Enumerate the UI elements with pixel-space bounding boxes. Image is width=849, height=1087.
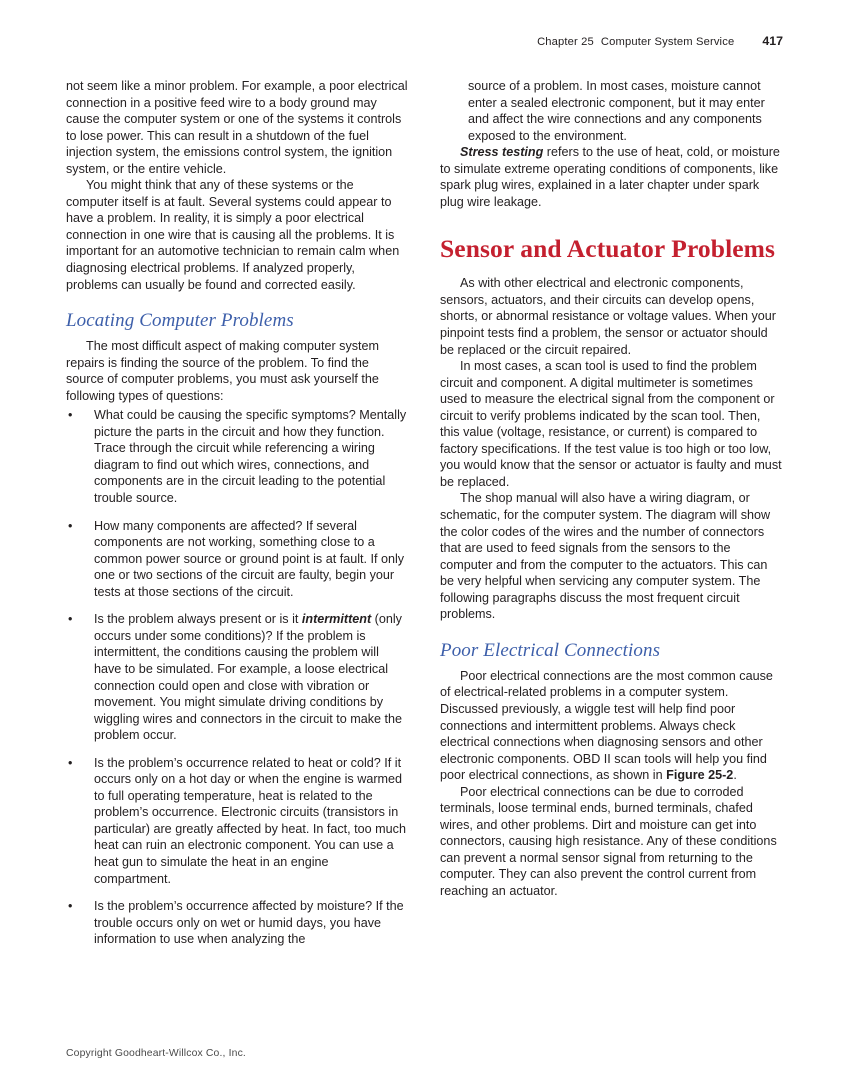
paragraph: In most cases, a scan tool is used to find the problem circuit and component. A digital multimeter is sometimes used to measure the electrical signal from the component or circuit to verify problems indicated by the scan tool. Then, this value (voltage, resistance, or current) is compared to factory specifications. If the test value is too high or too low, you would know that the sensor or actuator is faulty and must be replaced. (440, 359, 782, 489)
paragraph: As with other electrical and electronic components, sensors, actuators, and their circuits can develop opens, shorts, or abnormal resistance or voltage values. When your pinpoint tests find a problem, the sensor or actuator should be replaced or the circuit repaired. (440, 276, 776, 357)
running-head-chapter: Chapter 25 (537, 36, 594, 48)
bullet-icon: • (68, 612, 73, 627)
right-column (440, 78, 783, 1018)
list-item-text: Is the problem’s occurrence related to heat or cold? If it occurs only on a hot day or when the engine is warmed to full operating temperature, heat is related to the problem’s occurrence. Electronic circuits (transistors in particular) are greatly affected by heat. In fact, too much heat can ruin an electronic component. You can use a heat gun to simulate the heat in an engine compartment. (94, 755, 406, 886)
list-item (66, 755, 409, 887)
section-heading-locating-computer-problems: Locating Computer Problems (66, 310, 294, 332)
paragraph: not seem like a minor problem. For example, a poor electrical connection in a positive feed wire to a body ground may cause the computer system or one of the systems it controls to lose power. This can result in a shutdown of the fuel injection system, the emissions control system, the ignition system, or the entire vehicle. (66, 79, 408, 176)
paragraph: The shop manual will also have a wiring diagram, or schematic, for the computer system. The diagram will show the color codes of the wires and the number of connectors that are used to feed signals from the sensors to the computer and from the computer to the actuators. This can be very helpful when servicing any computer system. The following paragraphs discuss the most frequent circuit problems. (440, 491, 771, 622)
list-item-text: Is the problem’s occurrence affected by moisture? If the trouble occurs only on wet or humid days, you have information to use when analyzing the (94, 899, 404, 947)
list-item-text-cont: (only occurs under some conditions)? If the problem is intermittent, the conditions causing the problem will have to be simulated. For example, a loose electrical connection could open and close with vibration or movement. You might simulate driving conditions by wiggling wires and connectors in the circuit to make the problem occur. (94, 612, 402, 743)
bullet-icon: • (68, 518, 73, 533)
list-item-text: How many components are affected? If several components are not working, something close to a common power source or ground point is at fault. If only one or two sections of the circuit are faulty, begin your tests at those sections of the circuit. (94, 518, 405, 599)
body-columns (66, 78, 784, 1018)
emphasis-stress-testing: Stress testing (460, 145, 544, 160)
running-head-title: Computer System Service (600, 36, 735, 48)
paragraph: You might think that any of these systems or the computer itself is at fault. Several systems could appear to have a problem. In reality, it is simply a poor electrical connection in one wire that is causing all the problems. It is important for an automotive technician to remain calm when diagnosing electrical problems. If analyzed properly, problems can usually be found and corrected easily. (66, 178, 400, 292)
paragraph-bullet-continuation: source of a problem. In most cases, moisture cannot enter a sealed electronic component, but it may enter and affect the wire connections and any components exposed to the environment. (468, 79, 765, 143)
list-item (66, 611, 409, 743)
paragraph-text-cont: . (733, 768, 737, 783)
section-heading-poor-electrical-connections: Poor Electrical Connections (440, 639, 661, 661)
running-head (537, 34, 783, 48)
emphasis-intermittent: intermittent (301, 612, 372, 627)
bullet-icon: • (68, 408, 73, 423)
list-item (66, 407, 409, 506)
section-heading-sensor-and-actuator-problems: Sensor and Actuator Problems (440, 234, 776, 264)
copyright-footer: Copyright Goodheart-Willcox Co., Inc. (66, 1048, 246, 1059)
paragraph (440, 144, 783, 210)
paragraph: Poor electrical connections can be due to corroded terminals, loose terminal ends, burned terminals, chafed wires, and other problems. Dirt and moisture can get into connectors, causing high resistance. Any of these conditions can prevent a normal sensor signal from returning to the computer. They can also prevent the control current from reaching an actuator. (440, 784, 777, 898)
list-item-text: What could be causing the specific symptoms? Mentally picture the parts in the circuit and how they function. Trace through the circuit while referencing a wiring diagram to find out which wires, connections, and components are in the circuit leading to the potential trouble source. (94, 408, 407, 506)
list-item (66, 518, 409, 601)
list-item (66, 898, 409, 948)
figure-reference: Figure 25-2 (666, 768, 734, 783)
bullet-icon: • (68, 755, 73, 770)
bullet-icon: • (68, 899, 73, 914)
list-item-text: Is the problem always present or is it (94, 612, 302, 627)
paragraph-text: refers to the use of heat, cold, or moisture to simulate extreme operating conditions of components, like spark plug wires, explained in a later chapter under spark plug wire leakage. (440, 145, 780, 209)
paragraph: The most difficult aspect of making computer system repairs is finding the source of the problem. To find the source of computer problems, you must ask yourself the following types of questions: (66, 339, 380, 403)
question-bullet-list (66, 407, 409, 947)
left-column (66, 78, 409, 1018)
paragraph-text: Poor electrical connections are the most common cause of electrical-related problems in a computer system. Discussed previously, a wiggle test will help find poor connections and intermittent problems. Always check electrical connections when diagnosing sensors and other electronic components. OBD II scan tools will help you find poor electrical connections, as shown in (440, 668, 773, 783)
paragraph (440, 668, 783, 784)
page-number: 417 (762, 34, 783, 48)
